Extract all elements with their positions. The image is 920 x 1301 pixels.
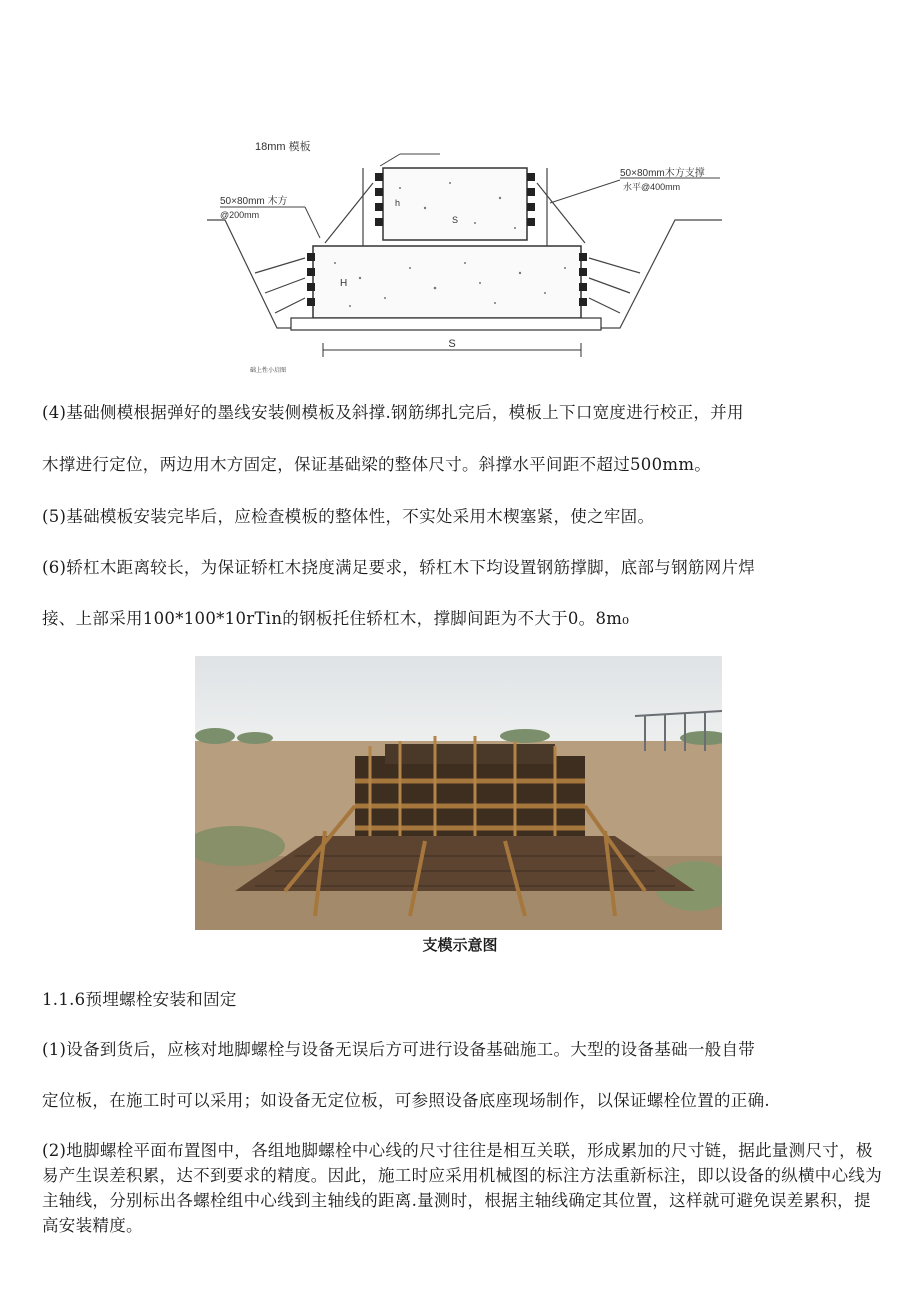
paragraph-6-line-2: 接、上部采用100*100*10rTin的钢板托住轿杠木，撑脚间距为不大于0。8m₀ [42,609,630,628]
paragraph-6-line-1: (6)轿杠木距离较长，为保证轿杠木挠度满足要求，轿杠木下均设置钢筋撑脚，底部与钢筋网片焊 [42,558,756,577]
paragraph-5: (5)基础模板安装完毕后，应检查模板的整体性，不实处采用木楔塞紧，使之牢固。 [42,507,655,526]
dim-h-small-label: h [395,198,401,208]
diagram-footer: 础上性小启图 [250,368,287,374]
wood-left-label-2: @200mm [220,210,260,220]
wood-left-label-1: 50×80mm 木方 [220,196,288,207]
brace-right-label-1: 50×80mm木方支撑 [620,168,705,179]
dim-s-small-label: S [451,215,459,225]
dim-s-label: S [448,338,456,350]
brace-right-label-2: 水平@400mm [623,182,681,192]
paragraph-4-line-2: 木撑进行定位，两边用木方固定，保证基础梁的整体尺寸。斜撑水平间距不超过500mm。 [42,455,712,474]
photo-caption: 支模示意图 [422,936,498,954]
section-paragraph-1-line-2: 定位板，在施工时可以采用；如设备无定位板，可参照设备底座现场制作，以保证螺栓位置的正确. [42,1091,770,1110]
section-paragraph-2: (2)地脚螺栓平面布置图中，各组地脚螺栓中心线的尺寸往往是相互关联，形成累加的尺寸链，据此量测尺寸，极易产生误差积累，达不到要求的精度。因此，施工时应采用机械图的标注方法重新标注，即以设备的纵横中心线为主轴线，分别标出各螺栓组中心线到主轴线的距离.量测时，根据主轴线确定其位置，这样就可避免误差累积，提高安装精度。 [42,1141,882,1235]
board-label: 18mm 模板 [255,141,311,153]
section-paragraph-1-line-1: (1)设备到货后，应核对地脚螺栓与设备无误后方可进行设备基础施工。大型的设备基础一般自带 [42,1040,756,1059]
formwork-section-diagram [195,128,735,378]
formwork-site-photo [195,656,722,930]
section-heading: 1.1.6预埋螺栓安装和固定 [42,990,237,1009]
dim-h-label: H [340,278,348,289]
paragraph-4-line-1: (4)基础侧模根据弹好的墨线安装侧模板及斜撑.钢筋绑扎完后，模板上下口宽度进行校正，并用 [42,403,744,422]
